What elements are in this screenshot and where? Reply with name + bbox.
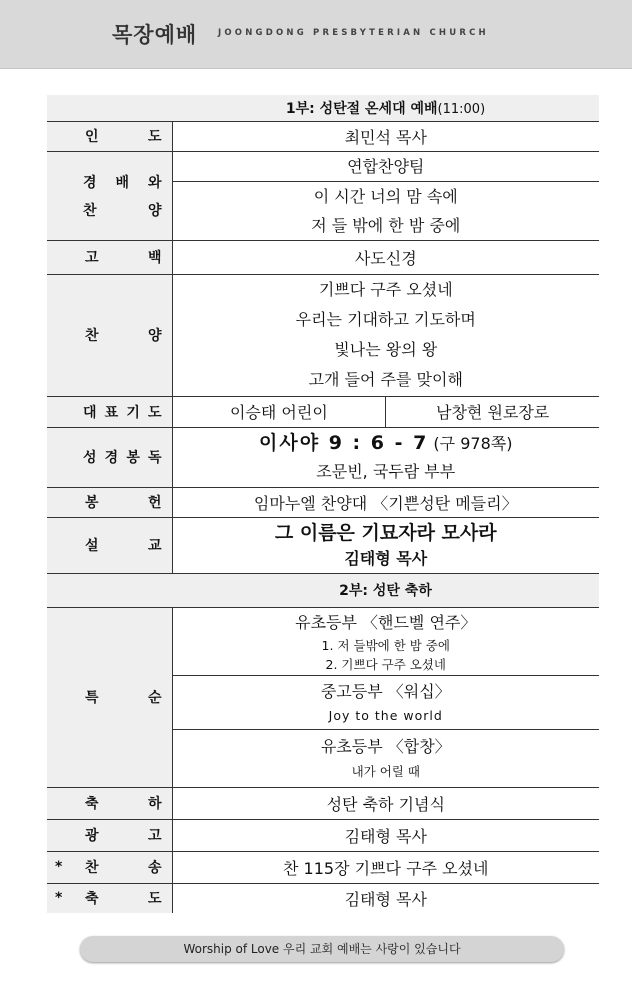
content-hymn: 찬 115장 기쁘다 구주 오셨네 [172,851,599,883]
content-scripture [172,427,599,487]
sermon-title: 그 이름은 기묘자라 모사라 [274,521,497,544]
content-celebrate: 성탄 축하 기념식 [172,787,599,819]
row-scripture [47,427,599,487]
label-celebrate: 축 하 [47,787,172,819]
part2-title: 2부: 성탄 축하 [172,573,599,607]
worship-song-1: 이 시간 너의 맘 속에 [313,186,458,206]
row-hymn [47,851,599,883]
label-scripture: 성 경 봉 독 [47,427,172,487]
content-announce: 김태형 목사 [172,819,599,851]
content-special [172,607,599,787]
header-title: 목장예배 [112,23,198,47]
scripture-verse: 이사야 9 : 6 - 7 (구 978쪽) [259,431,513,454]
label-announce: 광 고 [47,819,172,851]
worship-team: 연합찬양팀 [173,152,600,182]
label-offering: 봉 헌 [47,487,172,517]
row-celebrate [47,787,599,819]
praise-song-2: 우리는 기대하고 기도하며 [295,310,476,329]
content-worship [172,151,599,240]
row-indo [47,121,599,151]
part1-title: 1부: 성탄절 온세대 예배(11:00) [172,95,599,121]
row-offering [47,487,599,517]
label-sermon: 설 교 [47,517,172,573]
asterisk-mark: * [55,890,63,907]
label-indo: 인 도 [47,121,172,151]
row-praise [47,274,599,396]
header-subtitle: JOONGDONG PRESBYTERIAN CHURCH [218,28,489,38]
content-sermon [172,517,599,573]
label-praise: 찬 양 [47,274,172,396]
asterisk-mark: * [55,859,63,875]
row-sermon [47,517,599,573]
content-blessing: 김태형 목사 [344,889,427,909]
special-item-2: 중고등부 〈워십〉 Joy to the world [173,676,600,730]
part1-header-row [47,95,599,121]
label-prayer: 대 표 기 도 [47,396,172,427]
prayer-left: 이승태 어린이 [173,397,387,427]
part2-header-row [47,573,599,607]
sermon-preacher: 김태형 목사 [344,548,428,568]
content-prayer [172,396,599,427]
row-confess [47,240,599,274]
page-header [0,0,632,69]
special-item-1: 유초등부 〈핸드벨 연주〉 1. 저 들밖에 한 밤 중에 2. 기쁘다 구주 오셨네 [173,608,600,676]
worship-song-2: 저 들 밖에 한 밤 중에 [311,215,461,235]
row-blessing [47,883,599,913]
praise-song-1: 기쁘다 구주 오셨네 [318,280,453,299]
label-special: 특 순 [47,607,172,787]
praise-song-3: 빛나는 왕의 왕 [334,340,438,359]
content-offering: 임마누엘 찬양대 〈기쁜성탄 메들리〉 [172,487,599,517]
special-item-3: 유초등부 〈합창〉 내가 어릴 때 [320,736,451,779]
label-hymn: * 찬 송 [47,851,172,883]
order-of-worship-table [47,95,599,913]
prayer-right: 남창현 원로장로 [435,403,550,422]
content-praise [172,274,599,396]
row-special [47,607,599,787]
label-blessing: * 축 도 [47,883,172,913]
row-announce [47,819,599,851]
content-indo: 최민석 목사 [172,121,599,151]
label-confess: 고 백 [47,240,172,274]
row-worship [47,151,599,240]
praise-song-4: 고개 들어 주를 맞이해 [308,370,463,389]
scripture-reader: 조문빈, 국두람 부부 [316,461,456,481]
label-worship: 경 배 와 찬 양 [47,151,172,240]
footer-banner: Worship of Love 우리 교회 예배는 사랑이 있습니다 [80,936,564,962]
content-confess: 사도신경 [172,240,599,274]
row-prayer [47,396,599,427]
